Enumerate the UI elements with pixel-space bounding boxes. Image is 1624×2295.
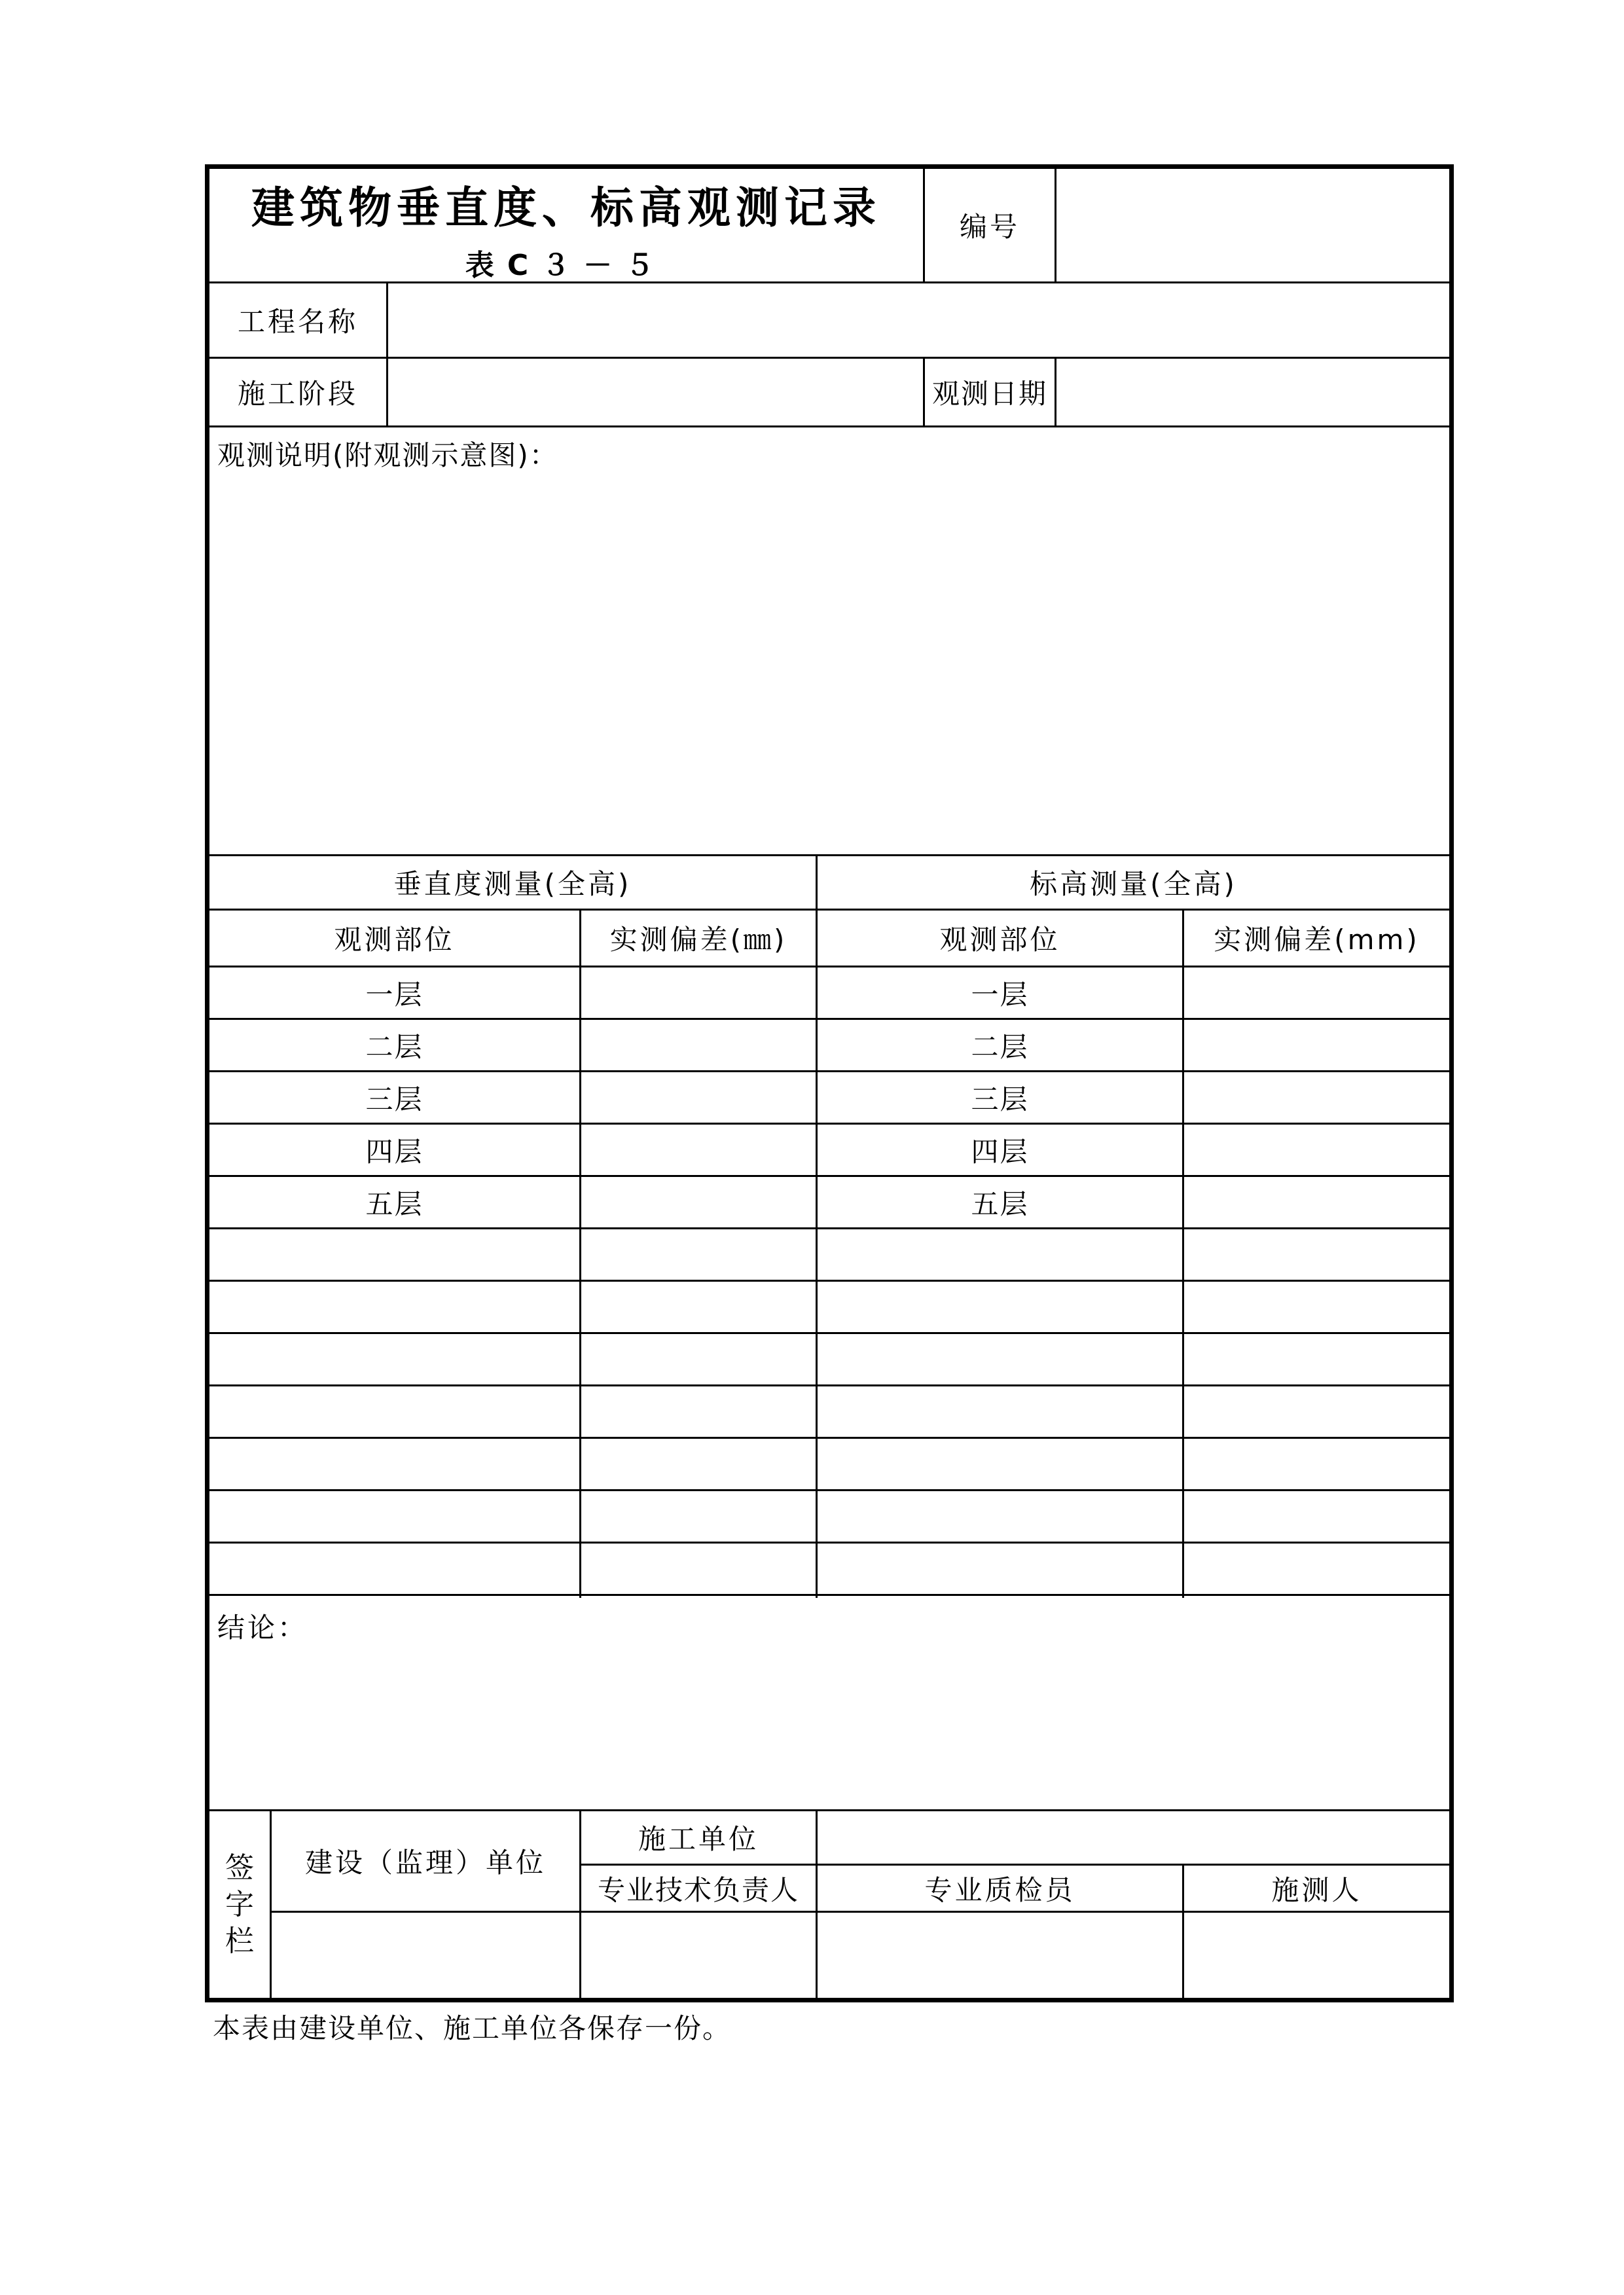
vertical-deviation-header: 实测偏差(㎜): [609, 924, 787, 956]
elevation-location-cell: [818, 1439, 1182, 1489]
vertical-location-cell: 四层: [365, 1135, 424, 1168]
elevation-location-cell: 三层: [971, 1083, 1029, 1115]
elevation-deviation-cell[interactable]: [1184, 1439, 1449, 1489]
vertical-location-cell: 二层: [365, 1030, 424, 1063]
elevation-deviation-cell[interactable]: [1184, 1334, 1449, 1384]
contractor-label: 施工单位: [638, 1823, 759, 1855]
vertical-deviation-cell[interactable]: [581, 1544, 816, 1594]
vertical-location-cell: [209, 1439, 579, 1489]
footnote: 本表由建设单位、施工单位各保存一份。: [213, 2012, 732, 2044]
vertical-location-cell: [209, 1229, 579, 1280]
vertical-location-cell: [209, 1491, 579, 1542]
construction-stage-label: 施工阶段: [237, 378, 358, 410]
elevation-location-cell: [818, 1544, 1182, 1594]
number-field[interactable]: [1056, 169, 1449, 281]
vertical-deviation-cell[interactable]: [581, 1072, 816, 1123]
elevation-location-cell: 二层: [971, 1030, 1029, 1063]
observation-description-field[interactable]: [209, 480, 1449, 854]
form-title-block: [209, 169, 923, 281]
owner-supervisor-label: 建设（监理）单位: [304, 1847, 546, 1879]
elevation-location-cell: 四层: [971, 1135, 1029, 1168]
vertical-deviation-cell[interactable]: [581, 967, 816, 1018]
project-name-label: 工程名称: [237, 306, 358, 338]
vertical-location-cell: 五层: [365, 1187, 424, 1220]
vertical-deviation-cell[interactable]: [581, 1020, 816, 1070]
surveyor-signature-field[interactable]: [1184, 1913, 1449, 1998]
elevation-location-cell: [818, 1334, 1182, 1384]
elevation-deviation-cell[interactable]: [1184, 1229, 1449, 1280]
vertical-location-cell: [209, 1544, 579, 1594]
conclusion-label: 结论：: [217, 1612, 308, 1644]
observation-date-field[interactable]: [1056, 359, 1449, 425]
elevation-location-header: 观测部位: [939, 924, 1060, 956]
vertical-deviation-cell[interactable]: [581, 1177, 816, 1227]
signature-column-label: [209, 1811, 270, 1998]
vertical-deviation-cell[interactable]: [581, 1125, 816, 1175]
conclusion-field[interactable]: [209, 1646, 1449, 1809]
elevation-deviation-cell[interactable]: [1184, 1544, 1449, 1594]
vertical-location-header: 观测部位: [334, 924, 455, 956]
owner-signature-field[interactable]: [272, 1913, 579, 1998]
construction-stage-field[interactable]: [388, 359, 923, 425]
vertical-deviation-cell[interactable]: [581, 1334, 816, 1384]
elevation-deviation-cell[interactable]: [1184, 1020, 1449, 1070]
elevation-deviation-cell[interactable]: [1184, 1386, 1449, 1437]
vertical-deviation-cell[interactable]: [581, 1386, 816, 1437]
elevation-location-cell: [818, 1282, 1182, 1332]
vertical-location-cell: 三层: [365, 1083, 424, 1115]
qc-inspector-signature-field[interactable]: [818, 1913, 1182, 1998]
vertical-deviation-cell[interactable]: [581, 1439, 816, 1489]
vertical-measurement-header: 垂直度测量(全高): [393, 868, 632, 900]
elevation-location-cell: [818, 1386, 1182, 1437]
contractor-field[interactable]: [818, 1811, 1449, 1864]
tech-lead-signature-field[interactable]: [581, 1913, 816, 1998]
signature-char-3: 栏: [225, 1924, 254, 1958]
vertical-location-cell: [209, 1334, 579, 1384]
elevation-location-cell: 一层: [971, 978, 1029, 1011]
elevation-location-cell: 五层: [971, 1187, 1029, 1220]
qc-inspector-label: 专业质检员: [924, 1873, 1075, 1906]
project-name-field[interactable]: [388, 283, 1449, 357]
elevation-deviation-cell[interactable]: [1184, 967, 1449, 1018]
elevation-deviation-cell[interactable]: [1184, 1125, 1449, 1175]
elevation-deviation-header: 实测偏差(mm): [1214, 924, 1420, 956]
surveyor-label: 施测人: [1271, 1873, 1362, 1906]
number-label: 编号: [959, 211, 1020, 243]
observation-record-form: [205, 164, 1454, 2002]
form-code: 表C３－５: [465, 248, 668, 282]
signature-char-1: 签: [225, 1851, 254, 1885]
elevation-location-cell: [818, 1491, 1182, 1542]
vertical-location-cell: [209, 1282, 579, 1332]
elevation-deviation-cell[interactable]: [1184, 1072, 1449, 1123]
signature-char-2: 字: [225, 1887, 254, 1921]
form-title: 建筑物垂直度、标高观测记录: [251, 182, 881, 233]
elevation-deviation-cell[interactable]: [1184, 1282, 1449, 1332]
vertical-deviation-cell[interactable]: [581, 1229, 816, 1280]
vertical-location-cell: 一层: [365, 978, 424, 1011]
vertical-deviation-cell[interactable]: [581, 1491, 816, 1542]
elevation-deviation-cell[interactable]: [1184, 1491, 1449, 1542]
vertical-location-cell: [209, 1386, 579, 1437]
elevation-location-cell: [818, 1229, 1182, 1280]
tech-lead-label: 专业技术负责人: [597, 1873, 799, 1906]
observation-description-label: 观测说明(附观测示意图)：: [217, 439, 558, 471]
elevation-deviation-cell[interactable]: [1184, 1177, 1449, 1227]
elevation-measurement-header: 标高测量(全高): [1030, 868, 1237, 900]
observation-date-label: 观测日期: [931, 378, 1047, 410]
vertical-deviation-cell[interactable]: [581, 1282, 816, 1332]
